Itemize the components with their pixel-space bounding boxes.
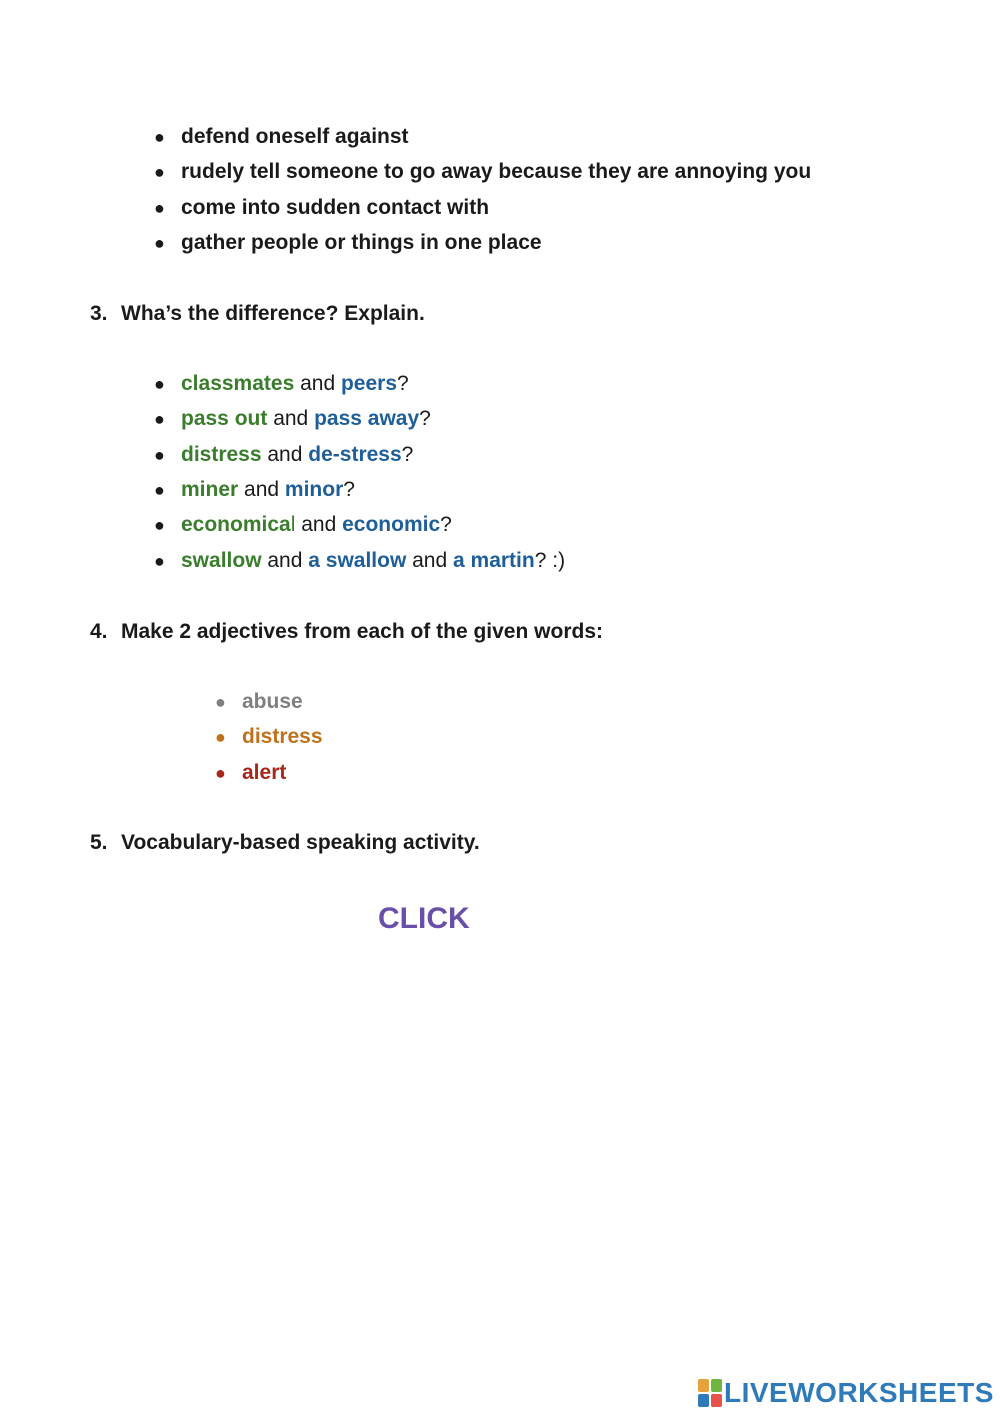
conjunction: and bbox=[406, 549, 454, 572]
question-mark: ? bbox=[343, 478, 355, 501]
bullet-icon: ● bbox=[154, 127, 165, 147]
section-title: Wha’s the difference? Explain. bbox=[121, 302, 425, 325]
word-a: economica bbox=[181, 513, 291, 536]
conjunction: and bbox=[261, 549, 309, 572]
definition-item bbox=[154, 160, 812, 184]
word-a: pass out bbox=[181, 407, 268, 430]
liveworksheets-logo[interactable] bbox=[698, 1376, 994, 1410]
bullet-icon: ● bbox=[154, 409, 165, 429]
word-b: minor bbox=[284, 478, 344, 501]
difference-item bbox=[154, 372, 409, 396]
bullet-icon: ● bbox=[215, 727, 226, 747]
word-b: economic bbox=[342, 513, 441, 536]
question-mark: ? :) bbox=[534, 549, 566, 572]
word-b: pass away bbox=[314, 407, 420, 430]
word-c: a martin bbox=[453, 549, 535, 572]
word-a: swallow bbox=[181, 549, 262, 572]
bullet-icon: ● bbox=[154, 374, 165, 394]
word-a: distress bbox=[181, 443, 262, 466]
difference-item bbox=[154, 513, 452, 537]
word-item-alert bbox=[215, 761, 287, 785]
word-text: distress bbox=[242, 725, 323, 748]
section-title: Vocabulary-based speaking activity. bbox=[121, 831, 480, 854]
logo-text: LIVEWORKSHEETS bbox=[724, 1377, 994, 1408]
bullet-icon: ● bbox=[154, 445, 165, 465]
bullet-icon: ● bbox=[215, 763, 226, 783]
conjunction: and bbox=[238, 478, 285, 501]
section-number: 4. bbox=[90, 620, 108, 643]
conjunction: and bbox=[267, 407, 315, 430]
definition-text: rudely tell someone to go away because they are annoying you bbox=[181, 160, 812, 183]
word-item-distress bbox=[215, 725, 323, 749]
word-a: classmates bbox=[181, 372, 295, 395]
word-b: peers bbox=[340, 372, 398, 395]
word-text: alert bbox=[242, 761, 287, 784]
definition-text: gather people or things in one place bbox=[181, 231, 542, 254]
conjunction: and bbox=[294, 372, 341, 395]
definition-item bbox=[154, 196, 490, 220]
definition-item bbox=[154, 231, 542, 255]
section-number: 5. bbox=[90, 831, 108, 854]
bullet-icon: ● bbox=[154, 162, 165, 182]
question-mark: ? bbox=[397, 372, 409, 395]
definition-item bbox=[154, 125, 409, 149]
difference-item bbox=[154, 407, 431, 431]
section-3-heading bbox=[90, 302, 425, 326]
word-item-abuse bbox=[215, 690, 303, 714]
liveworksheets-logo-icon bbox=[698, 1379, 722, 1407]
click-link[interactable]: CLICK bbox=[378, 902, 470, 935]
bullet-icon: ● bbox=[154, 198, 165, 218]
difference-item bbox=[154, 443, 414, 467]
conjunction: and bbox=[261, 443, 309, 466]
question-mark: ? bbox=[401, 443, 414, 466]
definition-text: come into sudden contact with bbox=[181, 196, 490, 219]
bullet-icon: ● bbox=[154, 515, 165, 535]
word-text: abuse bbox=[242, 690, 303, 713]
bullet-icon: ● bbox=[215, 692, 226, 712]
bullet-icon: ● bbox=[154, 480, 165, 500]
bullet-icon: ● bbox=[154, 233, 165, 253]
definition-text: defend oneself against bbox=[181, 125, 409, 148]
section-5-heading bbox=[90, 831, 480, 855]
word-b: de-stress bbox=[308, 443, 402, 466]
difference-item bbox=[154, 549, 566, 573]
section-title: Make 2 adjectives from each of the given words: bbox=[121, 620, 603, 643]
section-4-heading bbox=[90, 620, 603, 644]
conjunction: and bbox=[295, 513, 343, 536]
question-mark: ? bbox=[440, 513, 452, 536]
section-number: 3. bbox=[90, 302, 108, 325]
word-b: a swallow bbox=[308, 549, 407, 572]
word-a-suffix: l bbox=[290, 513, 296, 536]
bullet-icon: ● bbox=[154, 551, 165, 571]
question-mark: ? bbox=[419, 407, 431, 430]
difference-item bbox=[154, 478, 355, 502]
word-a: miner bbox=[181, 478, 239, 501]
